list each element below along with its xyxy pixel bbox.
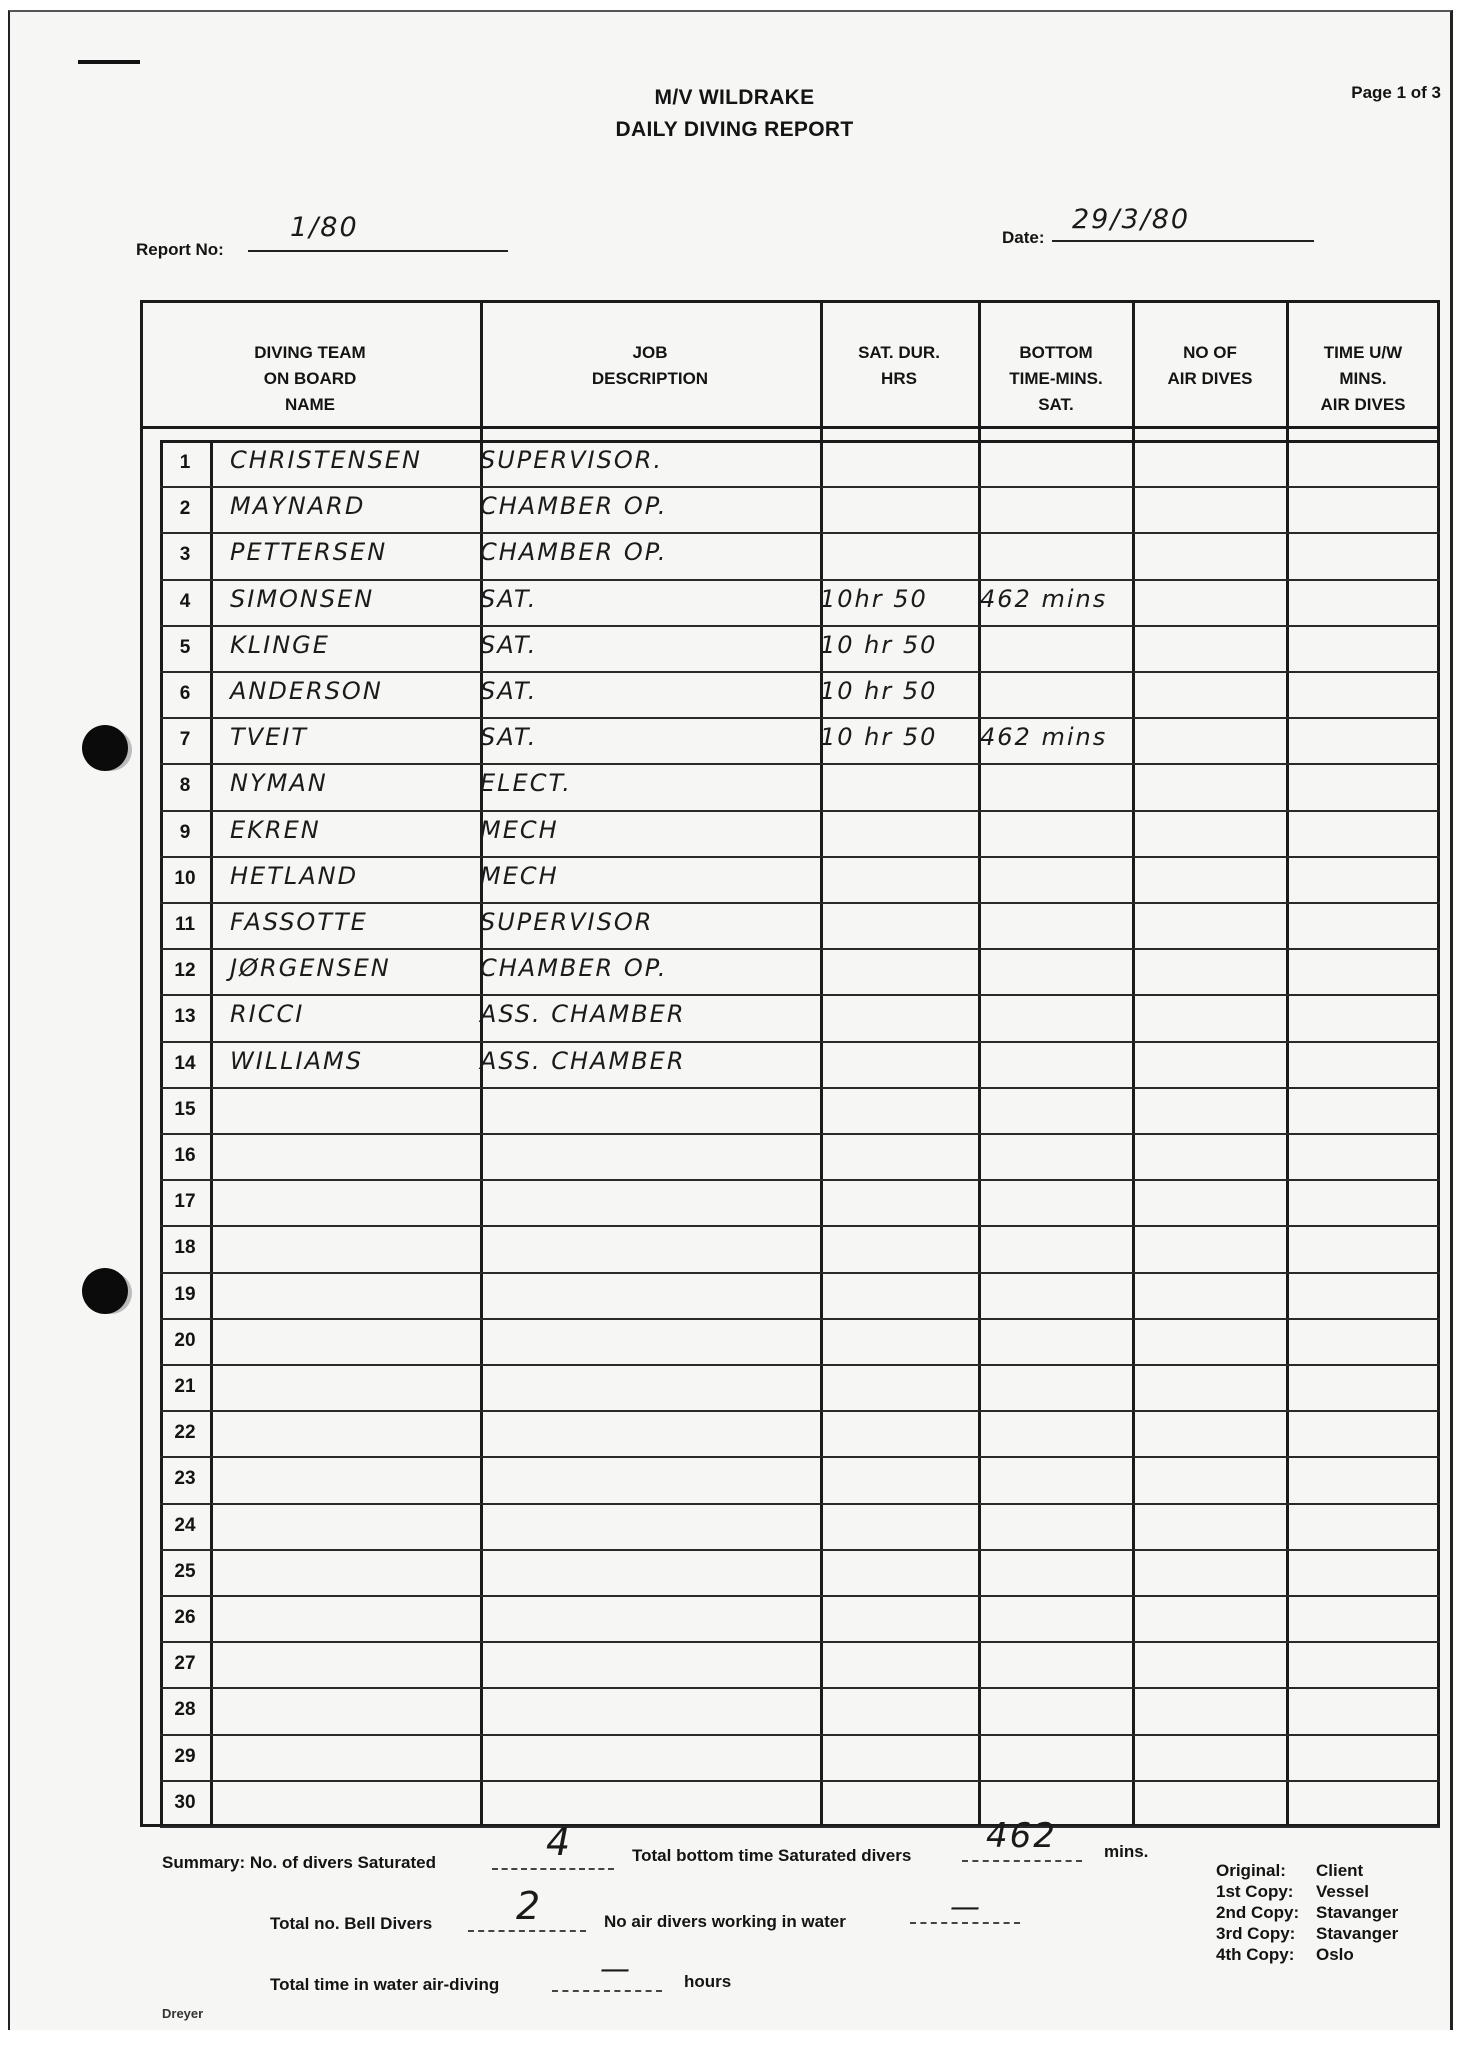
header-bottom-time-text: BOTTOM TIME-MINS. SAT. xyxy=(1009,343,1103,414)
header-job-text: JOB DESCRIPTION xyxy=(591,343,709,388)
copy-value: Vessel xyxy=(1316,1882,1369,1901)
air-divers-label: No air divers working in water xyxy=(604,1912,846,1931)
table-row xyxy=(160,1043,1440,1089)
job-description-cell[interactable]: SUPERVISOR xyxy=(480,908,654,936)
row-number: 10 xyxy=(174,867,196,889)
pen-mark xyxy=(78,60,140,64)
row-number: 8 xyxy=(179,775,191,797)
divers-saturated-value[interactable]: 4 xyxy=(546,1820,573,1864)
table-row xyxy=(160,812,1440,858)
total-bottom-label: Total bottom time Saturated divers xyxy=(632,1846,912,1865)
bottom-time-cell[interactable]: 462 mins xyxy=(980,584,1108,613)
copy-key: Original: xyxy=(1216,1861,1286,1880)
row-number: 19 xyxy=(174,1283,196,1305)
date-label: Date: xyxy=(1002,228,1045,247)
table-row xyxy=(160,534,1440,580)
diver-name-cell[interactable]: HETLAND xyxy=(230,861,359,890)
row-number: 26 xyxy=(174,1607,196,1628)
copy-value: Stavanger xyxy=(1316,1924,1399,1943)
diver-name-cell[interactable]: RICCI xyxy=(230,1000,305,1029)
row-number: 5 xyxy=(179,636,191,658)
header-time-uw xyxy=(1290,340,1436,418)
punch-hole-icon xyxy=(82,725,128,771)
table-row xyxy=(160,627,1440,673)
report-no-value[interactable]: 1/80 xyxy=(290,212,359,243)
header-bottom-time xyxy=(982,340,1130,418)
table-row xyxy=(160,1643,1440,1689)
copy-line xyxy=(1216,1860,1398,1881)
row-number: 13 xyxy=(174,1006,196,1028)
copy-line xyxy=(1216,1902,1398,1923)
report-title: DAILY DIVING REPORT xyxy=(615,118,854,141)
copy-key: 3rd Copy: xyxy=(1216,1924,1296,1943)
sat-duration-cell[interactable]: 10 hr 50 xyxy=(820,630,938,659)
table-row xyxy=(160,719,1440,765)
report-no-line xyxy=(248,250,508,252)
table-row xyxy=(160,858,1440,904)
job-description-cell[interactable]: CHAMBER OP. xyxy=(480,954,668,983)
row-number: 24 xyxy=(174,1514,196,1536)
total-bottom-line xyxy=(962,1860,1082,1862)
table-row xyxy=(160,765,1440,811)
job-description-cell[interactable]: SAT. xyxy=(480,630,538,659)
date-line xyxy=(1052,240,1314,242)
diver-name-cell[interactable]: JØRGENSEN xyxy=(230,954,391,983)
bell-divers-label: Total no. Bell Divers xyxy=(270,1914,433,1933)
table-row xyxy=(160,1320,1440,1366)
row-number: 7 xyxy=(179,729,191,751)
sat-duration-cell[interactable]: 10 hr 50 xyxy=(820,677,938,705)
row-number: 27 xyxy=(174,1653,196,1675)
row-number: 18 xyxy=(174,1237,196,1259)
table-row xyxy=(160,1551,1440,1597)
diver-name-cell[interactable]: SIMONSEN xyxy=(230,584,375,613)
table-row xyxy=(160,1412,1440,1458)
table-top-border xyxy=(140,300,1440,303)
table-row xyxy=(160,581,1440,627)
diver-name-cell[interactable]: NYMAN xyxy=(230,769,328,798)
row-number: 28 xyxy=(174,1699,196,1721)
table-row xyxy=(160,488,1440,534)
job-description-cell[interactable]: ELECT. xyxy=(480,769,572,798)
header-name xyxy=(180,340,440,418)
job-description-cell[interactable]: SAT. xyxy=(480,584,538,613)
air-time-value[interactable]: — xyxy=(600,1952,632,1987)
job-description-cell[interactable]: MECH xyxy=(480,815,559,844)
table-row xyxy=(160,996,1440,1042)
air-time-line xyxy=(552,1990,662,1992)
row-number: 29 xyxy=(174,1745,196,1767)
bell-divers-line xyxy=(468,1930,586,1932)
air-divers-value[interactable]: — xyxy=(950,1890,982,1925)
header-sat-dur xyxy=(824,340,974,392)
copy-distribution xyxy=(1216,1860,1398,1965)
header-time-uw-text: TIME U/W MINS. AIR DIVES xyxy=(1320,343,1406,414)
sat-duration-cell[interactable]: 10hr 50 xyxy=(820,584,928,613)
hours-label: hours xyxy=(684,1972,732,1991)
copy-value: Stavanger xyxy=(1316,1903,1399,1922)
diver-name-cell[interactable]: PETTERSEN xyxy=(230,538,388,567)
diver-name-cell[interactable]: FASSOTTE xyxy=(230,908,368,936)
air-divers-line xyxy=(910,1922,1020,1924)
mins-label: mins. xyxy=(1104,1842,1149,1861)
divers-saturated-line xyxy=(492,1868,614,1870)
table-row xyxy=(160,1135,1440,1181)
row-number: 2 xyxy=(179,498,191,520)
header-job xyxy=(500,340,800,392)
bell-divers-value[interactable]: 2 xyxy=(516,1884,543,1928)
job-description-cell[interactable]: SAT. xyxy=(480,677,538,705)
row-number: 20 xyxy=(174,1329,196,1351)
air-time-label: Total time in water air-diving xyxy=(270,1975,500,1994)
table-row xyxy=(160,1689,1440,1735)
copy-key: 1st Copy: xyxy=(1216,1882,1294,1901)
report-no-label: Report No: xyxy=(136,240,224,259)
table-row xyxy=(160,1181,1440,1227)
job-description-cell[interactable]: SUPERVISOR. xyxy=(480,446,664,474)
diving-team-table xyxy=(140,300,1440,1826)
diver-name-cell[interactable]: ANDERSON xyxy=(230,677,383,705)
table-row xyxy=(160,1227,1440,1273)
row-number: 6 xyxy=(179,683,191,704)
copy-value: Oslo xyxy=(1316,1945,1354,1964)
row-line xyxy=(160,1826,1440,1828)
copy-key: 4th Copy: xyxy=(1216,1945,1295,1964)
copy-key: 2nd Copy: xyxy=(1216,1903,1300,1922)
row-number: 4 xyxy=(179,590,191,612)
table-row xyxy=(160,673,1440,719)
job-description-cell[interactable]: MECH xyxy=(480,861,559,890)
job-description-cell[interactable]: CHAMBER OP. xyxy=(480,492,668,521)
page-number: Page 1 of 3 xyxy=(1351,83,1441,102)
table-row xyxy=(160,950,1440,996)
table-row xyxy=(160,1366,1440,1412)
copy-value: Client xyxy=(1316,1861,1364,1880)
header-name-text: DIVING TEAM ON BOARD NAME xyxy=(254,343,366,414)
sat-duration-cell[interactable]: 10 hr 50 xyxy=(820,723,938,752)
job-description-cell[interactable]: CHAMBER OP. xyxy=(480,538,668,567)
header-air-dives xyxy=(1136,340,1284,392)
row-number: 9 xyxy=(179,821,191,843)
row-number: 23 xyxy=(174,1468,196,1490)
row-number: 16 xyxy=(174,1145,196,1166)
job-description-cell[interactable]: SAT. xyxy=(480,723,538,752)
table-row xyxy=(160,1458,1440,1504)
row-number: 25 xyxy=(174,1560,196,1582)
row-number: 14 xyxy=(174,1052,196,1074)
row-number: 12 xyxy=(174,960,196,982)
vessel-title: M/V WILDRAKE xyxy=(654,86,815,109)
row-number: 3 xyxy=(179,544,191,566)
diver-name-cell[interactable]: KLINGE xyxy=(230,630,330,659)
table-row xyxy=(160,1505,1440,1551)
copy-line xyxy=(1216,1881,1398,1902)
bottom-time-cell[interactable]: 462 mins xyxy=(980,723,1108,752)
job-description-cell[interactable]: ASS. CHAMBER xyxy=(480,1046,686,1075)
table-row xyxy=(160,1089,1440,1135)
table-row xyxy=(160,1736,1440,1782)
row-number: 11 xyxy=(174,914,196,935)
diver-name-cell[interactable]: CHRISTENSEN xyxy=(230,446,422,474)
diver-name-cell[interactable]: TVEIT xyxy=(230,723,308,752)
divers-saturated-label: Summary: No. of divers Saturated xyxy=(162,1853,436,1872)
punch-hole-icon xyxy=(82,1268,128,1314)
diver-name-cell[interactable]: EKREN xyxy=(230,815,321,844)
table-row xyxy=(160,1782,1440,1828)
row-number: 30 xyxy=(174,1791,196,1813)
printer-footer: Dreyer xyxy=(162,2006,204,2021)
col-line xyxy=(140,300,143,1826)
job-description-cell[interactable]: ASS. CHAMBER xyxy=(480,1000,686,1029)
header-sat-dur-text: SAT. DUR. HRS xyxy=(858,343,940,388)
date-value[interactable]: 29/3/80 xyxy=(1072,204,1191,235)
row-number: 22 xyxy=(174,1422,196,1444)
header-air-dives-text: NO OF AIR DIVES xyxy=(1167,343,1253,388)
table-row xyxy=(160,442,1440,488)
total-bottom-value[interactable]: 462 xyxy=(986,1816,1057,1856)
row-number: 21 xyxy=(174,1376,196,1397)
row-number: 1 xyxy=(179,452,191,473)
diver-name-cell[interactable]: WILLIAMS xyxy=(230,1046,363,1075)
copy-line xyxy=(1216,1944,1398,1965)
header-bottom-border xyxy=(140,426,1440,429)
table-row xyxy=(160,1274,1440,1320)
diver-name-cell[interactable]: MAYNARD xyxy=(230,492,366,521)
row-number: 17 xyxy=(174,1191,196,1213)
table-row xyxy=(160,1597,1440,1643)
copy-line xyxy=(1216,1923,1398,1944)
row-number: 15 xyxy=(174,1098,196,1120)
table-row xyxy=(160,904,1440,950)
